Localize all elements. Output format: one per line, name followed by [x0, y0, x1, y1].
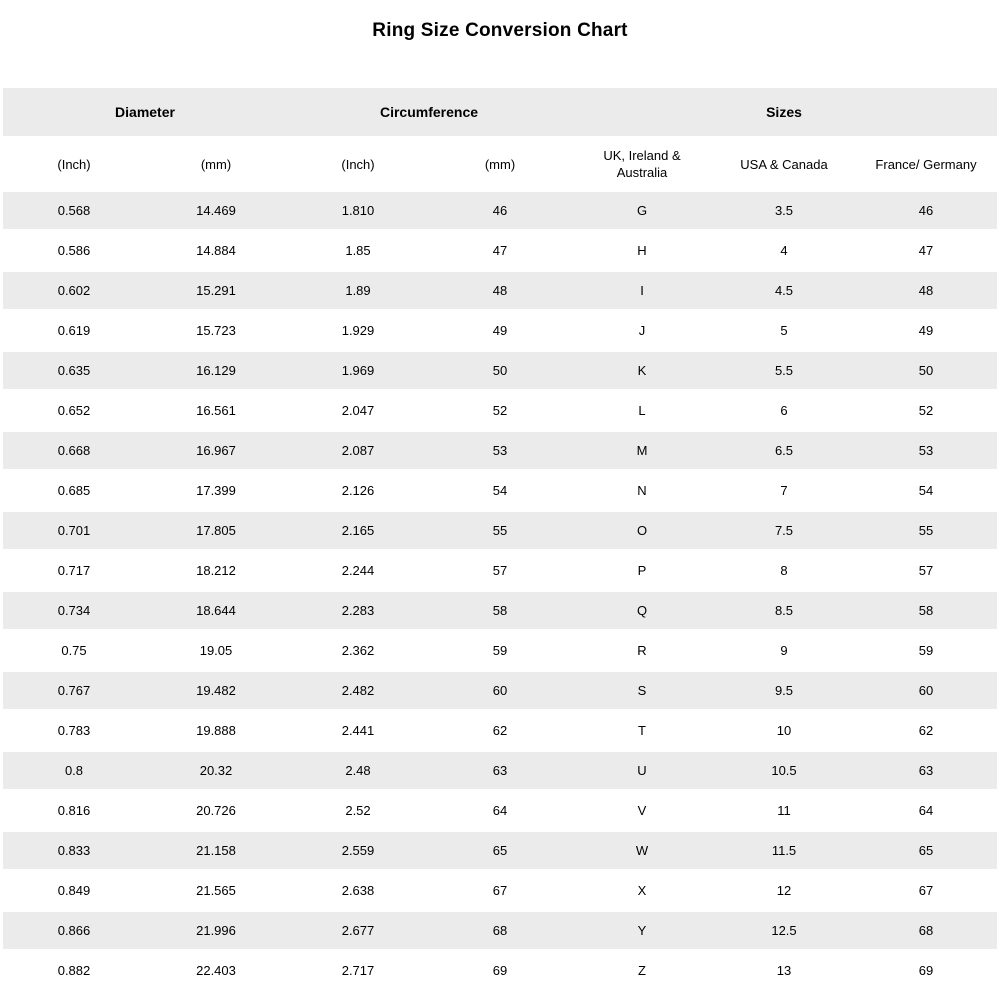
table-cell: 0.767 — [3, 672, 145, 709]
table-cell: Y — [571, 912, 713, 949]
table-cell: 18.644 — [145, 592, 287, 629]
table-cell: 2.638 — [287, 872, 429, 909]
table-cell: 20.726 — [145, 792, 287, 829]
table-cell: 16.967 — [145, 432, 287, 469]
table-cell: O — [571, 512, 713, 549]
table-cell: 3.5 — [713, 192, 855, 229]
table-cell: 54 — [429, 472, 571, 509]
table-cell: 60 — [855, 672, 997, 709]
table-row — [3, 872, 997, 909]
table-cell: 50 — [429, 352, 571, 389]
table-cell: 15.723 — [145, 312, 287, 349]
table-cell: 0.734 — [3, 592, 145, 629]
table-cell: 5.5 — [713, 352, 855, 389]
table-cell: 0.602 — [3, 272, 145, 309]
table-row — [3, 752, 997, 789]
table-cell: 46 — [429, 192, 571, 229]
table-cell: 20.32 — [145, 752, 287, 789]
table-cell: 1.85 — [287, 232, 429, 269]
ring-size-conversion-table — [3, 85, 997, 992]
table-cell: 19.482 — [145, 672, 287, 709]
column-header-inch: (Inch) — [3, 139, 145, 189]
table-cell: 10 — [713, 712, 855, 749]
table-cell: 0.75 — [3, 632, 145, 669]
table-cell: 0.882 — [3, 952, 145, 989]
group-header-sizes: Sizes — [571, 88, 997, 136]
table-cell: 0.866 — [3, 912, 145, 949]
table-cell: 52 — [855, 392, 997, 429]
table-cell: 18.212 — [145, 552, 287, 589]
table-cell: 67 — [429, 872, 571, 909]
table-cell: 63 — [429, 752, 571, 789]
table-cell: 8 — [713, 552, 855, 589]
table-cell: 9.5 — [713, 672, 855, 709]
table-cell: 48 — [855, 272, 997, 309]
table-cell: 57 — [429, 552, 571, 589]
table-cell: 0.717 — [3, 552, 145, 589]
table-row — [3, 952, 997, 989]
table-cell: 65 — [429, 832, 571, 869]
table-cell: H — [571, 232, 713, 269]
table-cell: S — [571, 672, 713, 709]
table-cell: 5 — [713, 312, 855, 349]
table-cell: 50 — [855, 352, 997, 389]
table-cell: 12.5 — [713, 912, 855, 949]
table-cell: U — [571, 752, 713, 789]
table-cell: 68 — [855, 912, 997, 949]
table-cell: Z — [571, 952, 713, 989]
column-header-row — [3, 139, 997, 189]
table-cell: 2.047 — [287, 392, 429, 429]
table-cell: 12 — [713, 872, 855, 909]
table-cell: 2.244 — [287, 552, 429, 589]
column-header-mm: (mm) — [145, 139, 287, 189]
table-cell: P — [571, 552, 713, 589]
group-header-diameter: Diameter — [3, 88, 287, 136]
table-cell: 14.469 — [145, 192, 287, 229]
table-cell: J — [571, 312, 713, 349]
table-row — [3, 912, 997, 949]
table-row — [3, 832, 997, 869]
table-cell: 62 — [429, 712, 571, 749]
table-cell: X — [571, 872, 713, 909]
table-row — [3, 712, 997, 749]
table-cell: 0.586 — [3, 232, 145, 269]
table-cell: R — [571, 632, 713, 669]
table-cell: 21.996 — [145, 912, 287, 949]
table-cell: 8.5 — [713, 592, 855, 629]
table-row — [3, 472, 997, 509]
table-row — [3, 672, 997, 709]
table-cell: 16.561 — [145, 392, 287, 429]
table-cell: 58 — [855, 592, 997, 629]
table-cell: 0.568 — [3, 192, 145, 229]
column-header-inch: (Inch) — [287, 139, 429, 189]
table-cell: L — [571, 392, 713, 429]
table-cell: 6.5 — [713, 432, 855, 469]
table-cell: 1.929 — [287, 312, 429, 349]
table-row — [3, 432, 997, 469]
table-cell: 52 — [429, 392, 571, 429]
table-cell: 2.717 — [287, 952, 429, 989]
table-cell: 55 — [429, 512, 571, 549]
table-row — [3, 272, 997, 309]
table-cell: 21.158 — [145, 832, 287, 869]
table-cell: 67 — [855, 872, 997, 909]
table-cell: 63 — [855, 752, 997, 789]
column-header-uk-ireland-australia: UK, Ireland & Australia — [571, 139, 713, 189]
table-cell: 0.816 — [3, 792, 145, 829]
table-cell: 69 — [855, 952, 997, 989]
table-cell: 1.969 — [287, 352, 429, 389]
table-cell: 47 — [855, 232, 997, 269]
table-cell: T — [571, 712, 713, 749]
table-cell: V — [571, 792, 713, 829]
table-cell: 2.559 — [287, 832, 429, 869]
table-cell: Q — [571, 592, 713, 629]
table-cell: 0.685 — [3, 472, 145, 509]
table-cell: 4.5 — [713, 272, 855, 309]
table-cell: 0.619 — [3, 312, 145, 349]
table-cell: 10.5 — [713, 752, 855, 789]
table-cell: 17.399 — [145, 472, 287, 509]
table-cell: 0.652 — [3, 392, 145, 429]
column-header-mm: (mm) — [429, 139, 571, 189]
table-cell: 54 — [855, 472, 997, 509]
table-cell: 0.701 — [3, 512, 145, 549]
table-cell: 62 — [855, 712, 997, 749]
table-cell: 1.810 — [287, 192, 429, 229]
table-cell: 65 — [855, 832, 997, 869]
table-cell: 2.087 — [287, 432, 429, 469]
table-cell: W — [571, 832, 713, 869]
table-cell: 14.884 — [145, 232, 287, 269]
table-cell: 46 — [855, 192, 997, 229]
table-body — [3, 192, 997, 989]
table-cell: 6 — [713, 392, 855, 429]
table-cell: 9 — [713, 632, 855, 669]
table-row — [3, 192, 997, 229]
table-cell: 59 — [429, 632, 571, 669]
table-cell: 11 — [713, 792, 855, 829]
table-row — [3, 392, 997, 429]
table-cell: K — [571, 352, 713, 389]
table-cell: 22.403 — [145, 952, 287, 989]
table-cell: 11.5 — [713, 832, 855, 869]
table-row — [3, 352, 997, 389]
table-cell: 2.126 — [287, 472, 429, 509]
table-cell: 0.849 — [3, 872, 145, 909]
table-cell: 13 — [713, 952, 855, 989]
table-cell: I — [571, 272, 713, 309]
table-cell: M — [571, 432, 713, 469]
table-cell: 7 — [713, 472, 855, 509]
table-cell: 49 — [429, 312, 571, 349]
group-header-circumference: Circumference — [287, 88, 571, 136]
table-cell: 47 — [429, 232, 571, 269]
column-header-france-germany: France/ Germany — [855, 139, 997, 189]
table-cell: 0.668 — [3, 432, 145, 469]
table-row — [3, 632, 997, 669]
table-cell: 64 — [429, 792, 571, 829]
table-cell: 17.805 — [145, 512, 287, 549]
group-header-row — [3, 88, 997, 136]
table-cell: 2.441 — [287, 712, 429, 749]
table-cell: 2.482 — [287, 672, 429, 709]
table-cell: 2.48 — [287, 752, 429, 789]
table-cell: 0.635 — [3, 352, 145, 389]
table-cell: 0.833 — [3, 832, 145, 869]
table-row — [3, 312, 997, 349]
table-cell: 68 — [429, 912, 571, 949]
table-cell: 19.05 — [145, 632, 287, 669]
table-cell: 2.677 — [287, 912, 429, 949]
table-cell: 59 — [855, 632, 997, 669]
table-cell: 57 — [855, 552, 997, 589]
column-header-usa-canada: USA & Canada — [713, 139, 855, 189]
table-row — [3, 512, 997, 549]
table-cell: 2.52 — [287, 792, 429, 829]
table-cell: 53 — [429, 432, 571, 469]
table-cell: 58 — [429, 592, 571, 629]
table-cell: 60 — [429, 672, 571, 709]
table-cell: 64 — [855, 792, 997, 829]
table-row — [3, 592, 997, 629]
table-cell: 16.129 — [145, 352, 287, 389]
table-cell: 19.888 — [145, 712, 287, 749]
table-cell: G — [571, 192, 713, 229]
table-cell: 55 — [855, 512, 997, 549]
table-cell: 53 — [855, 432, 997, 469]
table-cell: 0.8 — [3, 752, 145, 789]
table-cell: 1.89 — [287, 272, 429, 309]
table-cell: 4 — [713, 232, 855, 269]
table-cell: 21.565 — [145, 872, 287, 909]
table-cell: 2.283 — [287, 592, 429, 629]
table-cell: 48 — [429, 272, 571, 309]
table-cell: 7.5 — [713, 512, 855, 549]
table-cell: 2.362 — [287, 632, 429, 669]
table-cell: N — [571, 472, 713, 509]
table-cell: 2.165 — [287, 512, 429, 549]
table-cell: 49 — [855, 312, 997, 349]
table-cell: 69 — [429, 952, 571, 989]
table-row — [3, 552, 997, 589]
table-header — [3, 88, 997, 189]
page-title: Ring Size Conversion Chart — [372, 20, 628, 41]
table-row — [3, 232, 997, 269]
table-cell: 0.783 — [3, 712, 145, 749]
table-cell: 15.291 — [145, 272, 287, 309]
table-row — [3, 792, 997, 829]
